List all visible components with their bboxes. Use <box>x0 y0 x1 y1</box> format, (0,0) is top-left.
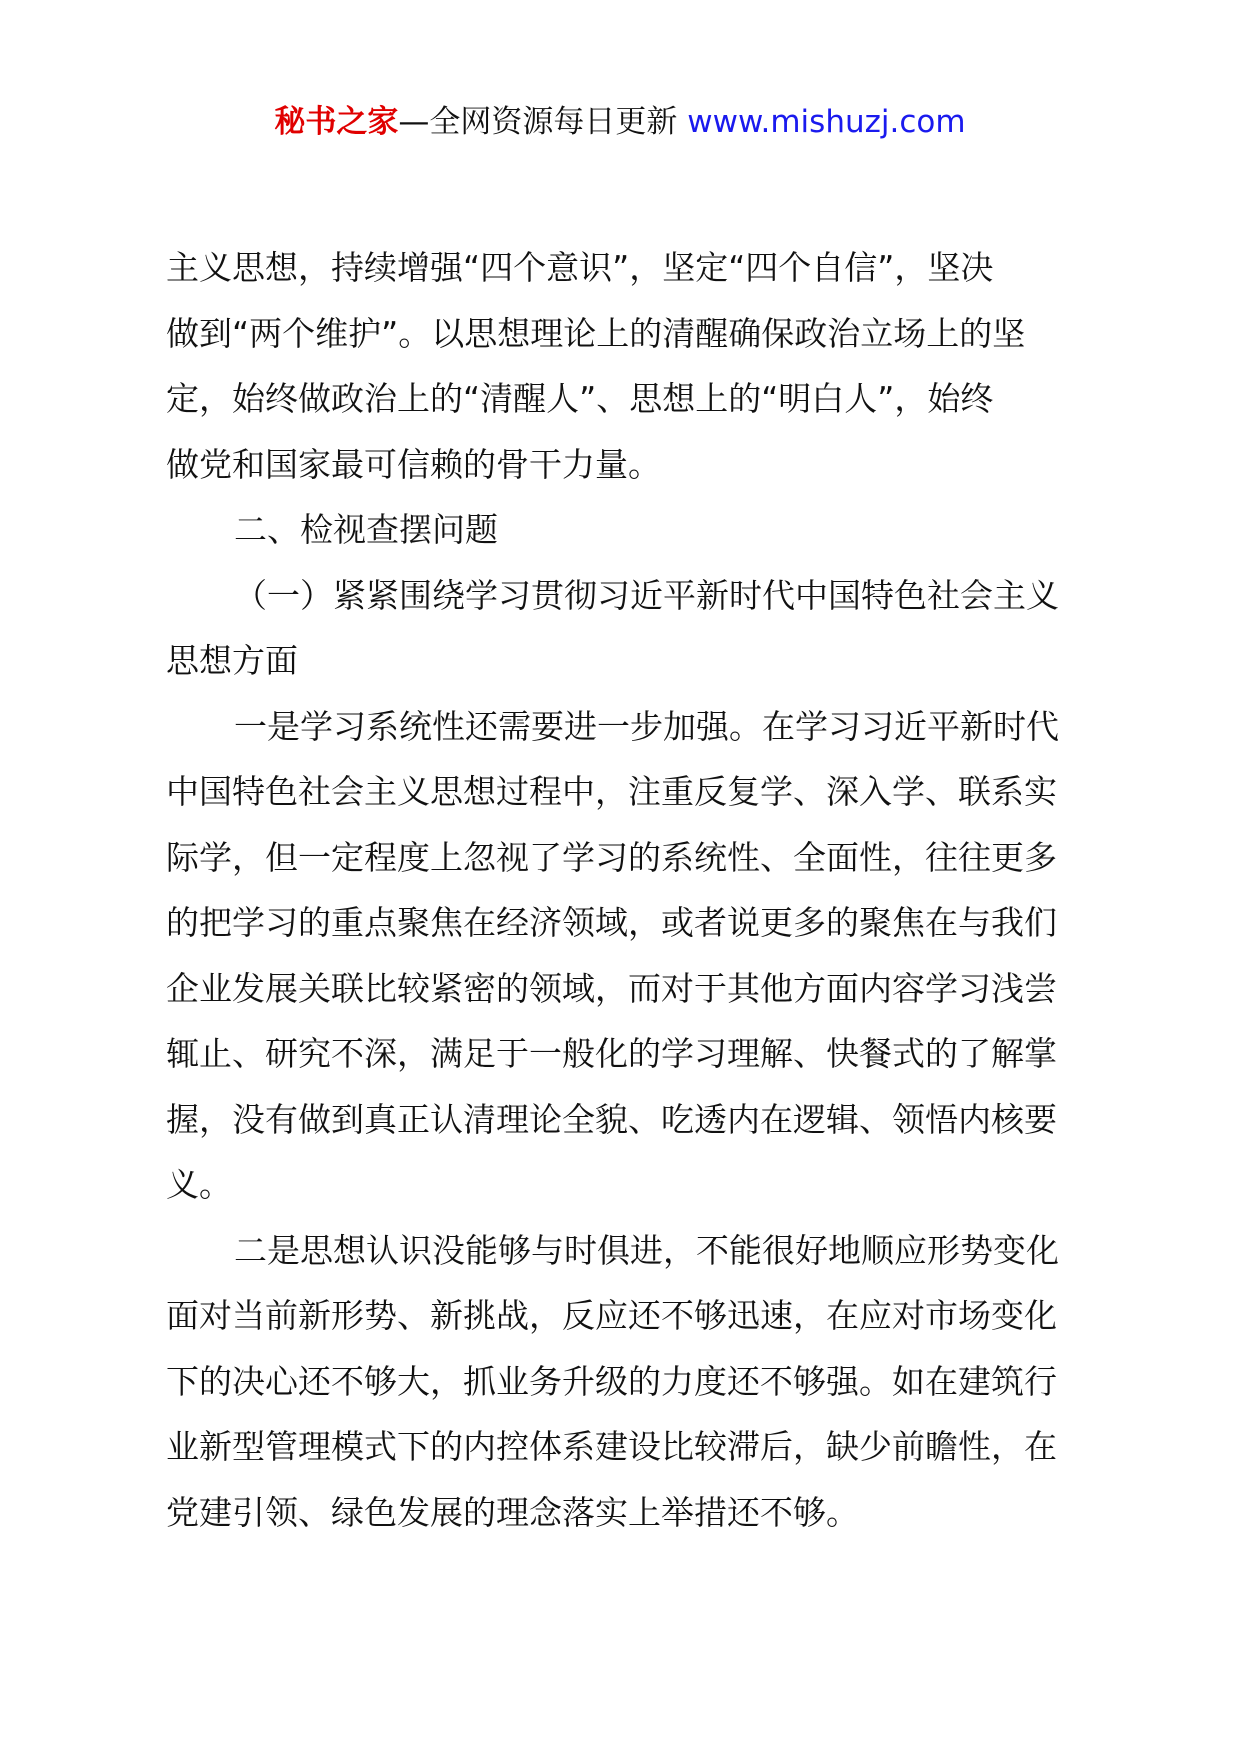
site-header <box>0 100 1240 144</box>
body-line: 一是学习系统性还需要进一步加强。在学习习近平新时代 <box>234 706 1059 746</box>
body-line: 二是思想认识没能够与时俱进，不能很好地顺应形势变化 <box>234 1230 1059 1270</box>
body-line: 做党和国家最可信赖的骨干力量。 <box>166 444 661 484</box>
body-line: 定，始终做政治上的“清醒人”、思想上的“明白人”，始终 <box>166 379 994 418</box>
body-line: 党建引领、绿色发展的理念落实上举措还不够。 <box>166 1492 859 1532</box>
site-url-link[interactable]: www.mishuzj.com <box>687 104 966 140</box>
body-line: 义。 <box>166 1165 232 1204</box>
body-line: 下的决心还不够大，抓业务升级的力度还不够强。如在建筑行 <box>166 1361 1057 1401</box>
body-line: 中国特色社会主义思想过程中，注重反复学、深入学、联系实 <box>166 772 1057 811</box>
body-line: 企业发展关联比较紧密的领域，而对于其他方面内容学习浅尝 <box>166 968 1057 1008</box>
section-heading: 二、检视查摆问题 <box>234 510 498 549</box>
site-brand: 秘书之家 <box>274 104 399 140</box>
body-line: 的把学习的重点聚焦在经济领域，或者说更多的聚焦在与我们 <box>166 903 1057 942</box>
document-body <box>166 235 1091 1545</box>
body-line: 业新型管理模式下的内控体系建设比较滞后，缺少前瞻性，在 <box>166 1427 1057 1466</box>
site-tagline: —全网资源每日更新 <box>398 104 678 140</box>
body-line: 际学，但一定程度上忽视了学习的系统性、全面性，往往更多 <box>166 837 1057 877</box>
body-line: 主义思想，持续增强“四个意识”，坚定“四个自信”，坚决 <box>166 248 994 287</box>
subsection-heading: （一）紧紧围绕学习贯彻习近平新时代中国特色社会主义 <box>234 575 1059 615</box>
body-line: 做到“两个维护”。以思想理论上的清醒确保政治立场上的坚 <box>166 313 1026 353</box>
subsection-heading-cont: 思想方面 <box>166 641 298 680</box>
body-line: 辄止、研究不深，满足于一般化的学习理解、快餐式的了解掌 <box>166 1034 1057 1073</box>
body-line: 面对当前新形势、新挑战，反应还不够迅速，在应对市场变化 <box>166 1296 1057 1335</box>
body-line: 握，没有做到真正认清理论全貌、吃透内在逻辑、领悟内核要 <box>166 1099 1057 1139</box>
